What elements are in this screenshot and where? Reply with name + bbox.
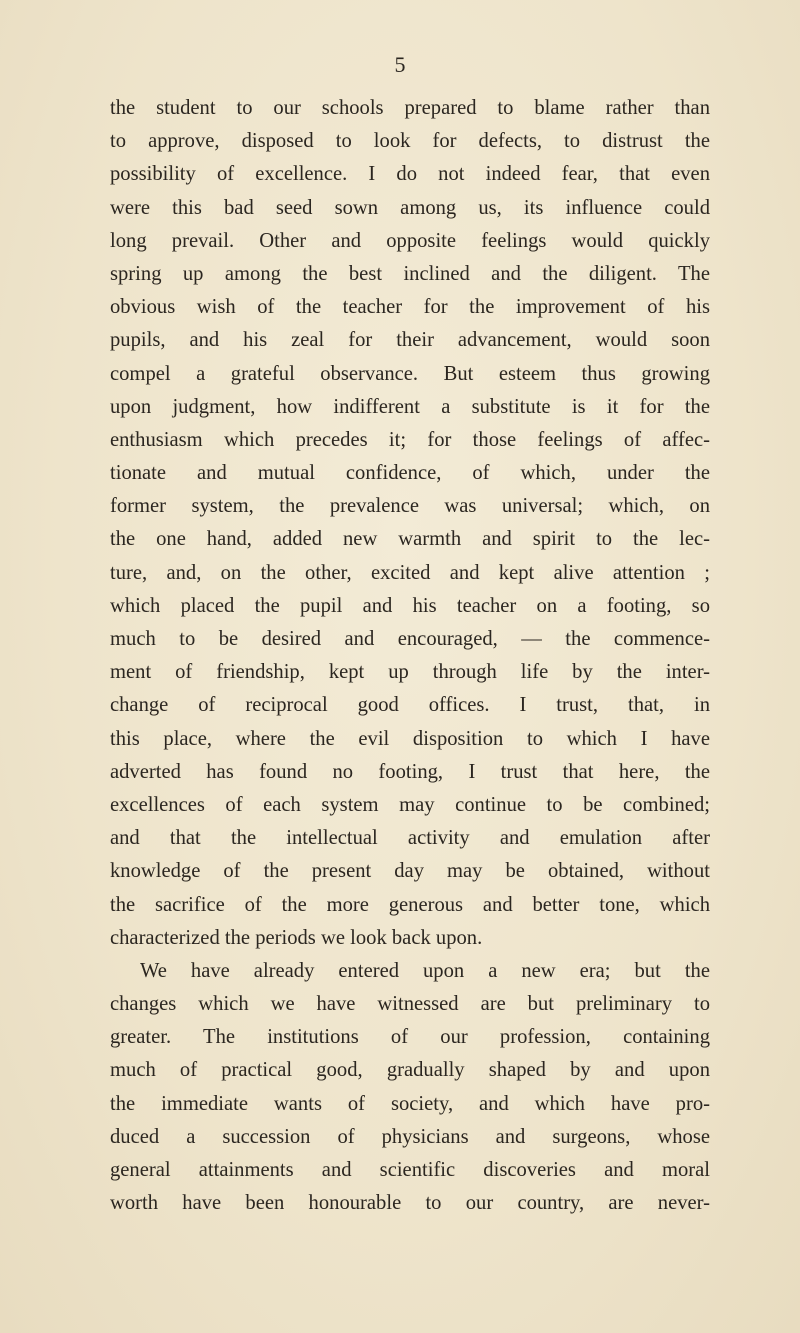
text-line: worth have been honourable to our country, are never-	[110, 1192, 710, 1215]
text-line: general attainments and scientific discoveries and moral	[110, 1159, 710, 1181]
paragraph-end-line: characterized the periods we look back upon.	[110, 926, 483, 949]
text-line: changes which we have witnessed are but preliminary to	[110, 993, 710, 1016]
text-line: ment of friendship, kept up through life by the inter-	[110, 661, 710, 684]
text-line: and that the intellectual activity and emulation after	[110, 827, 710, 850]
text-line: former system, the prevalence was universal; which, on	[110, 495, 710, 518]
text-line: change of reciprocal good offices. I trust, that, in	[110, 694, 710, 717]
text-line: to approve, disposed to look for defects, to distrust the	[110, 130, 710, 153]
text-line: the immediate wants of society, and which have pro-	[110, 1092, 710, 1115]
page-number: 5	[394, 52, 406, 77]
text-line: greater. The institutions of our profession, containing	[110, 1026, 710, 1049]
text-line: possibility of excellence. I do not indeed fear, that even	[110, 163, 710, 186]
text-line: excellences of each system may continue to be combined;	[110, 793, 710, 816]
text-line: tionate and mutual confidence, of which, under the	[110, 462, 710, 485]
text-line: obvious wish of the teacher for the improvement of his	[110, 296, 710, 319]
text-line: the sacrifice of the more generous and better tone, which	[110, 893, 710, 916]
text-line: ture, and, on the other, excited and kept alive attention ;	[110, 561, 710, 584]
text-line: pupils, and his zeal for their advancement, would soon	[110, 329, 710, 352]
text-line: spring up among the best inclined and the diligent. The	[110, 262, 710, 285]
text-line: enthusiasm which precedes it; for those feelings of affec-	[110, 428, 710, 451]
text-line: adverted has found no footing, I trust that here, the	[110, 760, 710, 783]
text-line: were this bad seed sown among us, its influence could	[110, 196, 710, 219]
text-line: knowledge of the present day may be obtained, without	[110, 860, 710, 883]
text-line: upon judgment, how indifferent a substitute is it for the	[110, 395, 710, 418]
text-line: the one hand, added new warmth and spirit to the lec-	[110, 528, 710, 551]
text-line: much of practical good, gradually shaped by and upon	[110, 1059, 710, 1082]
body-text	[110, 92, 710, 1220]
paragraph-start-line: We have already entered upon a new era; but the	[140, 959, 710, 982]
text-line: compel a grateful observance. But esteem thus growing	[110, 362, 710, 385]
text-line: duced a succession of physicians and surgeons, whose	[110, 1125, 710, 1148]
text-line: much to be desired and encouraged, — the commence-	[110, 628, 710, 650]
text-line: the student to our schools prepared to blame rather than	[110, 97, 710, 119]
text-line: this place, where the evil disposition to which I have	[110, 727, 710, 750]
text-line: long prevail. Other and opposite feelings would quickly	[110, 229, 710, 252]
text-line: which placed the pupil and his teacher on a footing, so	[110, 594, 710, 617]
